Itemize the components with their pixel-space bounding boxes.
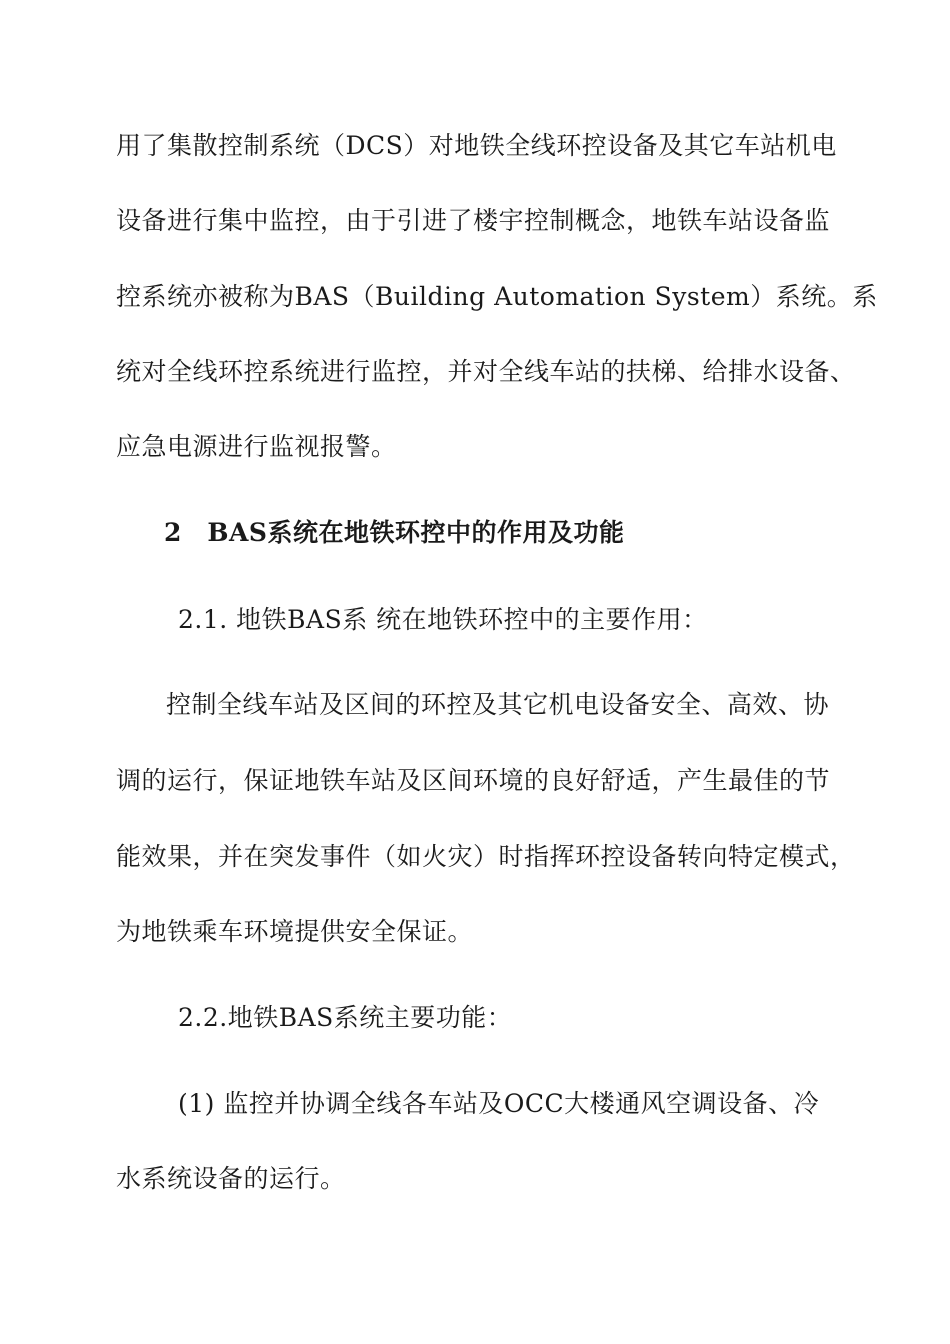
subsection-heading-2-2: 2.2.地铁BAS系统主要功能： [178,1003,513,1032]
role-paragraph-line-4: 为地铁乘车环境提供安全保证。 [116,917,474,946]
intro-paragraph-line-5: 应急电源进行监视报警。 [116,432,397,461]
subsection-heading-2-1: 2.1. 地铁BAS系 统在地铁环控中的主要作用： [178,605,708,634]
intro-paragraph-line-2: 设备进行集中监控，由于引进了楼宇控制概念，地铁车站设备监 [116,206,831,235]
intro-paragraph-line-3: 控系统亦被称为BAS（Building Automation System）系统。系 [116,282,878,311]
role-paragraph-line-2: 调的运行，保证地铁车站及区间环境的良好舒适，产生最佳的节 [116,766,831,795]
intro-paragraph-line-4: 统对全线环控系统进行监控，并对全线车站的扶梯、给排水设备、 [116,357,856,386]
role-paragraph-line-1: 控制全线车站及区间的环控及其它机电设备安全、高效、协 [166,690,830,719]
function-item-1-line-1: (1) 监控并协调全线各车站及OCC大楼通风空调设备、冷 [178,1089,820,1118]
intro-paragraph-line-1: 用了集散控制系统（DCS）对地铁全线环控设备及其它车站机电 [116,131,837,160]
role-paragraph-line-3: 能效果，并在突发事件（如火灾）时指挥环控设备转向特定模式， [116,842,856,871]
function-item-1-line-2: 水系统设备的运行。 [116,1164,346,1193]
section-heading-2: 2 BAS系统在地铁环控中的作用及功能 [164,518,625,547]
